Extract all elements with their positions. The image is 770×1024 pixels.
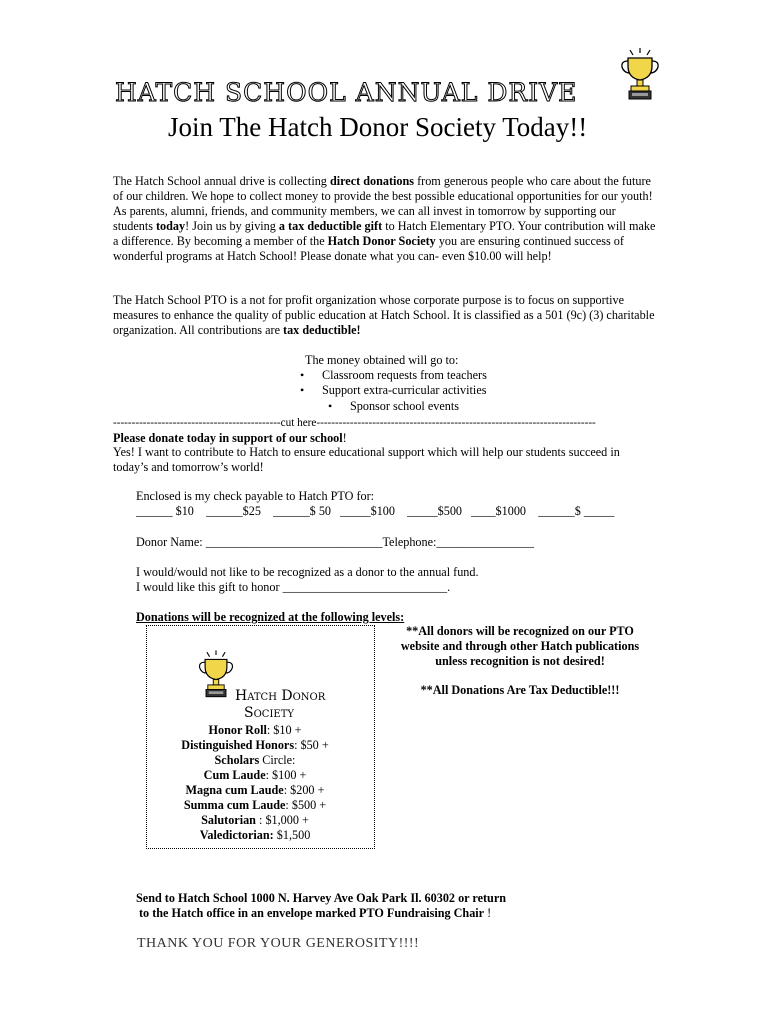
page-subtitle: Join The Hatch Donor Society Today!!: [168, 112, 588, 142]
levels-heading: Donations will be recognized at the following levels:: [136, 610, 405, 624]
document-title: HATCH SCHOOL ANNUAL DRIVE: [115, 78, 578, 107]
trophy-icon: [196, 648, 236, 700]
level-item: Summa cum Laude: $500 +: [183, 798, 327, 812]
uses-heading: The money obtained will go to:: [305, 353, 459, 367]
list-item: Support extra-curricular activities: [322, 383, 487, 397]
please-donate-heading: Please donate today in support of our school!: [113, 431, 347, 445]
society-title-line1: Hatch Donor: [235, 688, 326, 704]
levels-list: [160, 723, 350, 843]
level-item: Cum Laude: $100 +: [203, 768, 307, 782]
level-item: Distinguished Honors: $50 +: [181, 738, 329, 752]
level-item: Honor Roll: $10 +: [208, 723, 302, 737]
list-item: Sponsor school events: [350, 399, 460, 413]
cut-line: ---------------------------------------------cut here---------------------------------------------------------------------------: [113, 417, 596, 429]
send-instructions-line2: to the Hatch office in an envelope marked PTO Fundraising Chair !: [139, 906, 492, 920]
intro-paragraph: The Hatch School annual drive is collecting direct donations from generous people who care about the future of our children. We hope to collect money to provide the best possible educational opportunities for our youth! As parents, alumni, friends, and community members, we can all invest in tomorrow by supporting our students today! Join us by giving a tax deductible gift to Hatch Elementary PTO. Your contribution will make a difference. By becoming a member of the Hatch Donor Society you are ensuring continued success of wonderful programs at Hatch School! Please donate what you can- even $10.00 will help!: [113, 174, 656, 263]
level-item: Salutorian : $1,000 +: [201, 813, 309, 827]
society-title-line2: Society: [244, 705, 294, 721]
yes-contribute-text: Yes! I want to contribute to Hatch to ensure educational support which will help our students succeed in today’s and tomorrow’s world!: [113, 445, 620, 474]
trophy-icon: [618, 46, 662, 102]
uses-list: • Classroom requests from teachers • Support extra-curricular activities • Sponsor school events: [300, 368, 487, 413]
send-instructions-line1: Send to Hatch School 1000 N. Harvey Ave Oak Park Il. 60302 or return: [136, 891, 507, 905]
level-item: Magna cum Laude: $200 +: [185, 783, 325, 797]
honor-field[interactable]: I would like this gift to honor ___________________________.: [136, 580, 451, 594]
list-item: Classroom requests from teachers: [322, 368, 487, 382]
tax-deductible-note: **All Donations Are Tax Deductible!!!: [420, 683, 620, 697]
amount-options[interactable]: ______ $10 ______$25 ______$ 50 _____$100 _____$500 ____$1000 ______$ _____: [136, 504, 615, 518]
thank-you-message: THANK YOU FOR YOUR GENEROSITY!!!!: [137, 936, 420, 951]
pto-paragraph: The Hatch School PTO is a not for profit organization whose corporate purpose is to focus on supportive measures to enhance the quality of public education at Hatch School. It is classified as a 501 (9c) (3) charitable organization. All contributions are tax deductible!: [113, 293, 655, 337]
recognition-preference[interactable]: I would/would not like to be recognized as a donor to the annual fund.: [136, 565, 479, 579]
level-item: Valedictorian: $1,500: [199, 828, 311, 842]
enclosed-label: Enclosed is my check payable to Hatch PTO for:: [136, 489, 375, 503]
donor-name-field[interactable]: Donor Name: _____________________________Telephone:________________: [136, 535, 534, 549]
recognition-note: **All donors will be recognized on our PTO website and through other Hatch publications unless recognition is not desired!: [400, 624, 640, 668]
level-item: Scholars Circle:: [214, 753, 296, 767]
